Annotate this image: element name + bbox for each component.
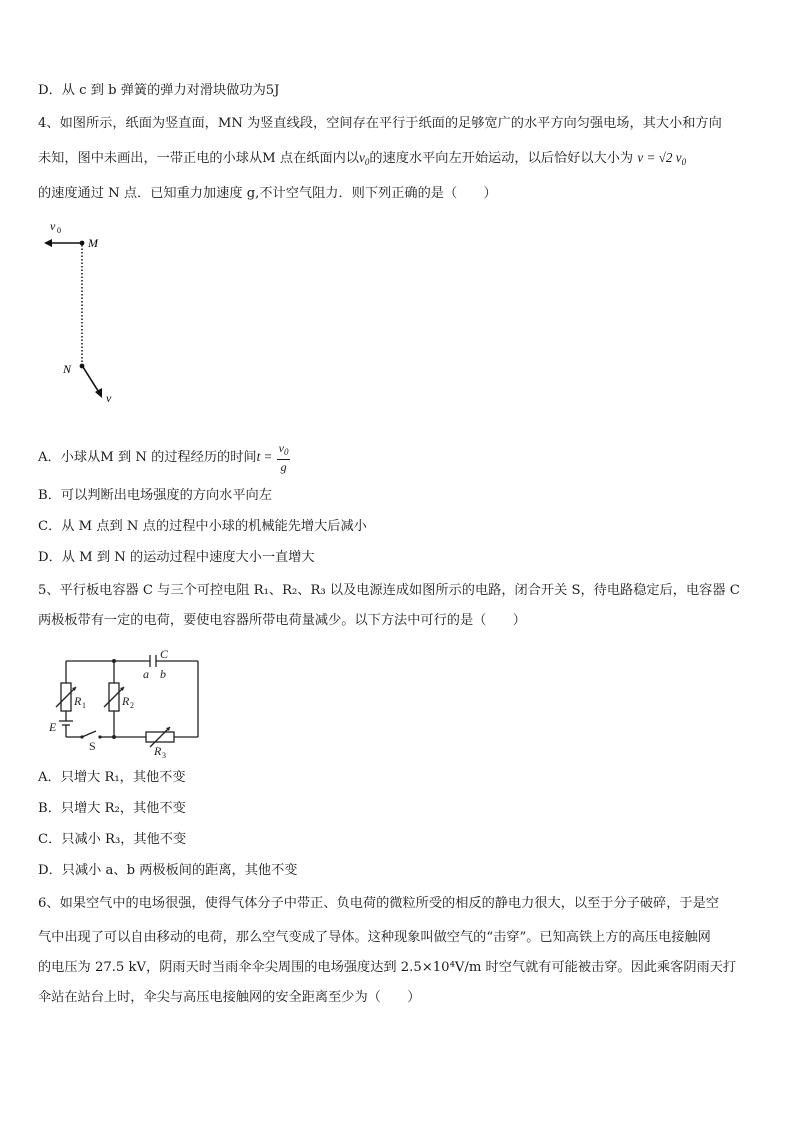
q5-stem-line2: 两极板带有一定的电荷，要使电容器所带电荷量减少。以下方法中可行的是（ ） xyxy=(38,613,526,628)
q4-stem-line2 xyxy=(38,149,686,171)
q4-stem-line2-b: 的速度水平向左开始运动，以后恰好以大小为 xyxy=(369,151,634,166)
t-equals: t = xyxy=(256,449,273,464)
q5-circuit-figure xyxy=(46,645,211,760)
fig-v-label: v xyxy=(106,391,112,405)
fig-m-label: M xyxy=(88,236,98,250)
fig-r2-label: R xyxy=(122,694,130,708)
fig-a-label: a xyxy=(143,667,149,681)
q6-stem-line2: 气中出现了可以自由移动的电荷，那么空气变成了导体。这种现象叫做空气的“击穿”。已知高铁上方的高压电接触网 xyxy=(38,930,711,945)
q4-option-a xyxy=(38,441,290,474)
q4-stem-line3: 的速度通过 N 点．已知重力加速度 g,不计空气阻力．则下列正确的是（ ） xyxy=(38,186,497,201)
q6-stem-line1: 6、如果空气中的电场很强，使得气体分子中带正、负电荷的微粒所受的相反的静电力很大，以至于分子破碎，于是空 xyxy=(38,896,719,911)
v0-over-g-fraction: $\frac{v_0}{g}$ xyxy=(278,441,289,474)
fig-b-label: b xyxy=(160,667,166,681)
q4-figure xyxy=(40,215,130,410)
q5-option-a: A．只增大 R₁，其他不变 xyxy=(38,770,186,785)
q4-option-a-text: A．小球从M 到 N 的过程经历的时间 xyxy=(38,450,257,465)
point-m xyxy=(80,241,85,246)
v-equals-root2-v0: v = √2 $v_0$ xyxy=(637,150,687,167)
q4-option-b: B．可以判断出电场强度的方向水平向左 xyxy=(38,488,272,503)
q5-option-c: C．只减小 R₃，其他不变 xyxy=(38,832,187,847)
q6-stem-line3: 的电压为 27.5 kV，阴雨天时当雨伞伞尖周围的电场强度达到 2.5×10⁴V/m 时空气就有可能被击穿。因此乘客阴雨天打 xyxy=(38,960,737,975)
fig-n-label: N xyxy=(63,362,72,376)
q4-option-c: C．从 M 点到 N 点的过程中小球的机械能先增大后减小 xyxy=(38,519,367,534)
fig-c-label: C xyxy=(160,647,169,661)
fig-r1-label: R xyxy=(74,694,82,708)
q6-stem-line4: 伞站在站台上时，伞尖与高压电接触网的安全距离至少为（ ） xyxy=(38,990,421,1005)
q4-stem-line1: 4、如图所示，纸面为竖直面，MN 为竖直线段，空间存在平行于纸面的足够宽广的水平方向匀强电场，其大小和方向 xyxy=(38,116,722,131)
fig-r3-label: R xyxy=(154,744,162,758)
q5-option-b: B．只增大 R₂，其他不变 xyxy=(38,801,186,816)
fig-e-label: E xyxy=(49,720,57,734)
svg-text:1: 1 xyxy=(82,701,86,710)
q4-option-d: D．从 M 到 N 的运动过程中速度大小一直增大 xyxy=(38,550,315,565)
q5-option-d: D．只减小 a、b 两极板间的距离，其他不变 xyxy=(38,863,298,878)
svg-text:0: 0 xyxy=(57,226,61,235)
svg-text:3: 3 xyxy=(162,751,166,760)
svg-text:2: 2 xyxy=(130,701,134,710)
q3-option-d: D．从 c 到 b 弹簧的弹力对滑块做功为5J xyxy=(38,83,280,98)
v0-symbol: $v_0$ xyxy=(359,150,370,167)
q4-stem-line2-a: 未知，图中未画出，一带正电的小球从M 点在纸面内以 xyxy=(38,151,360,166)
fig-v0-label: v xyxy=(50,219,56,233)
q5-stem-line1: 5、平行板电容器 C 与三个可控电阻 R₁、R₂、R₃ 以及电源连成如图所示的电路，闭合开关 S，待电路稳定后，电容器 C xyxy=(38,583,740,598)
fig-s-label: S xyxy=(89,739,96,753)
